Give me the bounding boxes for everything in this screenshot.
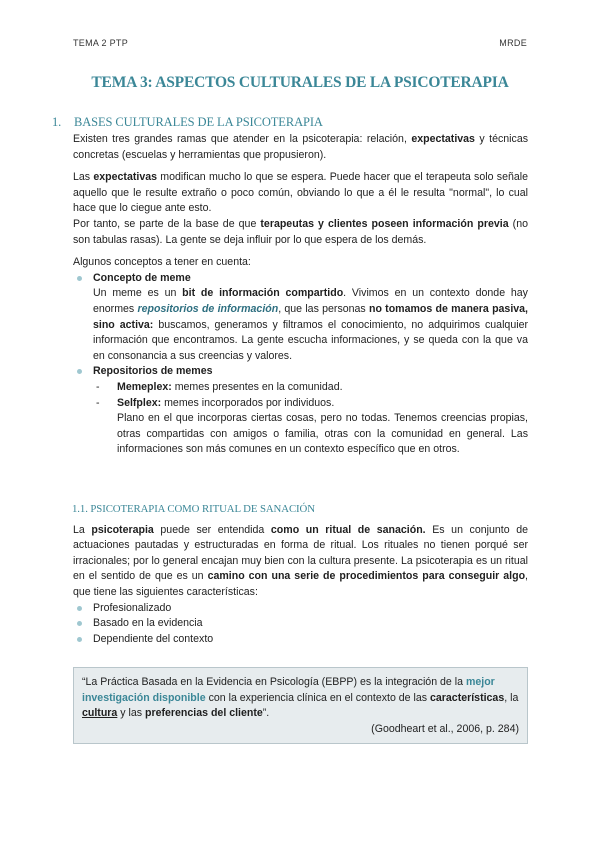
list-item: Profesionalizado — [73, 601, 528, 617]
page-title: TEMA 3: ASPECTOS CULTURALES DE LA PSICOTERAPIA — [91, 74, 509, 91]
list-item-meme — [73, 271, 528, 365]
meme-heading: Concepto de meme — [93, 271, 191, 284]
paragraph-expectativas: Las expectativas modifican mucho lo que se espera. Puede hacer que el terapeuta solo señale aquello que le resulte extraño o poco común, obviando lo que a él le resulta "normal", lo cual hace que lo ciegue ante esto. — [73, 171, 528, 215]
paragraph-ramas: Existen tres grandes ramas que atender en la psicoterapia: relación, expectativas y técnicas concretas (escuelas y herramientas que propusieron). — [73, 133, 529, 161]
section-1-1 — [73, 502, 528, 647]
link-repositorios: repositorios de información — [137, 302, 279, 315]
list-item: Dependiente del contexto — [73, 632, 528, 648]
section-1-heading — [52, 115, 323, 130]
section-1-body — [73, 132, 528, 458]
ritual-paragraph: La psicoterapia puede ser entendida como un ritual de sanación. Es un conjunto de actuaciones pautadas y estructuradas en forma de ritual. Los rituales no tienen porqué ser irracionales; por lo general encajan muy bien con la cultura presente. La psicoterapia es un ritual en el sentido de que es un camino con una serie de procedimientos para conseguir algo, que tiene las siguientes características: — [73, 523, 528, 598]
section-1-title: BASES CULTURALES DE LA PSICOTERAPIA — [74, 115, 323, 129]
concepts-list — [73, 271, 528, 380]
section-1-1-title: 1.1. PSICOTERAPIA COMO RITUAL DE SANACIÓN — [72, 503, 315, 515]
meme-text: Un meme es un bit de información compartido. Vivimos en un contexto donde hay enormes repositorios de información, que las personas no tomamos de manera pasiva, sino activa: buscamos, generamos y filtramos el conocimiento, no adquirimos cualquier información que encontramos. La gente escucha informaciones, y se queda con la que va en consonancia a sus creencias y valores. — [93, 287, 528, 362]
repositorios-text: Plano en el que incorporas ciertas cosas, pero no todas. Tenemos creencias propias, otras compartidas con amigos o familia, otras con la comunidad en general. Las informaciones son más comunes en un contexto específico que en otros. — [117, 412, 528, 456]
quote-text: “La Práctica Basada en la Evidencia en Psicología (EBPP) es la integración de la mejor investigación disponible con la experiencia clínica en el contexto de las características, la cultura y las preferencias del cliente”. — [82, 676, 519, 720]
list-item-selfplex: - Selfplex: memes incorporados por individuos. — [93, 396, 528, 412]
section-1-number: 1. — [52, 115, 62, 129]
repositorios-heading: Repositorios de memes — [93, 365, 213, 378]
header-left: TEMA 2 PTP — [73, 38, 129, 48]
quote-citation: (Goodheart et al., 2006, p. 284) — [371, 722, 519, 735]
characteristics-list — [73, 601, 528, 648]
paragraph-informacion-previa: Por tanto, se parte de la base de que terapeutas y clientes poseen información previa (no son tabulas rasas). La gente se deja influir por lo que espera de los demás. — [73, 217, 528, 246]
quote-box — [73, 667, 528, 744]
list-item-repositorios — [73, 364, 528, 380]
paragraph-conceptos: Algunos conceptos a tener en cuenta: — [73, 256, 251, 269]
header-right: MRDE — [499, 38, 527, 48]
list-item-memeplex: - Memeplex: memes presentes en la comunidad. — [93, 380, 528, 396]
repositorios-sublist — [73, 380, 528, 411]
list-item: Basado en la evidencia — [73, 616, 528, 632]
